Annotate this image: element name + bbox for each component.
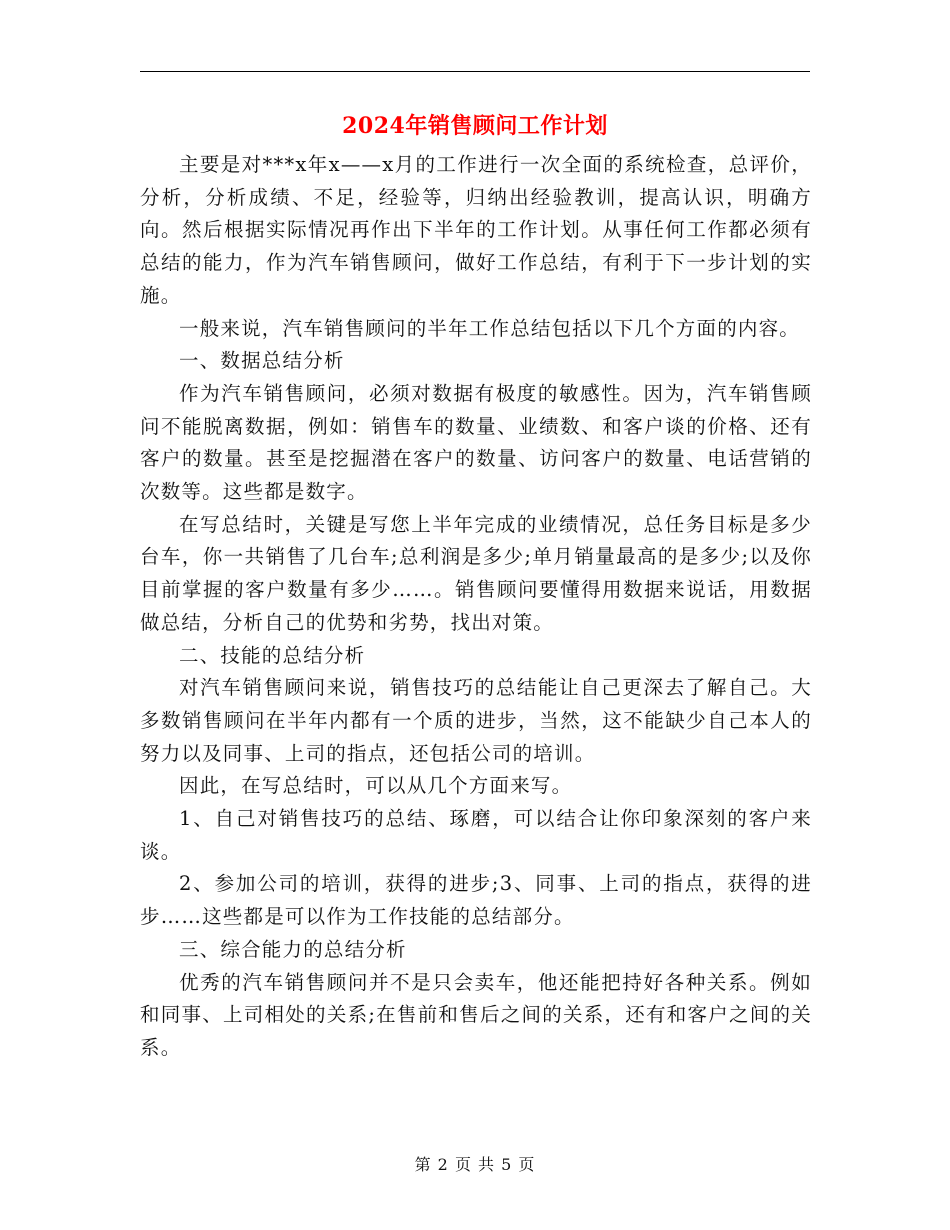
paragraph-skills-intro: 因此，在写总结时，可以从几个方面来写。 [179,774,573,798]
paragraph-skills-item-1: 1、自己对销售技巧的总结、琢磨，可以结合让你印象深刻的客户来谈。 [140,807,812,863]
paragraph-data-sensitivity: 作为汽车销售顾问，必须对数据有极度的敏感性。因为，汽车销售顾问不能脱离数据，例如：销售车的数量、业绩数、和客户谈的价格、还有客户的数量。甚至是挖掘潜在客户的数量、访问客户的数量、电话营销的次数等。这些都是数字。 [140,381,812,504]
paragraph-data-summary: 在写总结时，关键是写您上半年完成的业绩情况，总任务目标是多少台车，你一共销售了几台车;总利润是多少;单月销量最高的是多少;以及你目前掌握的客户数量有多少……。销售顾问要懂得用数据来说话，用数据做总结，分析自己的优势和劣势，找出对策。 [140,512,812,634]
paragraph-intro: 主要是对***x年x——x月的工作进行一次全面的系统检查，总评价，分析，分析成绩、不足，经验等，归纳出经验教训，提高认识，明确方向。然后根据实际情况再作出下半年的工作计划。从事任何工作都必须有总结的能力，作为汽车销售顾问，做好工作总结，有利于下一步计划的实施。 [140,153,812,307]
paragraph-ability: 优秀的汽车销售顾问并不是只会卖车，他还能把持好各种关系。例如和同事、上司相处的关系;在售前和售后之间的关系，还有和客户之间的关系。 [140,970,812,1059]
header-rule [140,71,810,72]
document-title: 2024年销售顾问工作计划 [342,113,608,139]
page-number: 第 2 页 共 5 页 [414,1155,536,1174]
paragraph-overview: 一般来说，汽车销售顾问的半年工作总结包括以下几个方面的内容。 [179,316,801,340]
section-heading-data: 一、数据总结分析 [179,349,345,373]
document-body [140,149,812,1065]
section-heading-ability: 三、综合能力的总结分析 [179,937,407,961]
paragraph-skills-item-2-3: 2、参加公司的培训，获得的进步;3、同事、上司的指点，获得的进步……这些都是可以作为工作技能的总结部分。 [140,872,812,929]
paragraph-skills: 对汽车销售顾问来说，销售技巧的总结能让自己更深去了解自己。大多数销售顾问在半年内都有一个质的进步，当然，这不能缺少自己本人的努力以及同事、上司的指点，还包括公司的培训。 [140,676,812,765]
section-heading-skills: 二、技能的总结分析 [179,643,366,667]
